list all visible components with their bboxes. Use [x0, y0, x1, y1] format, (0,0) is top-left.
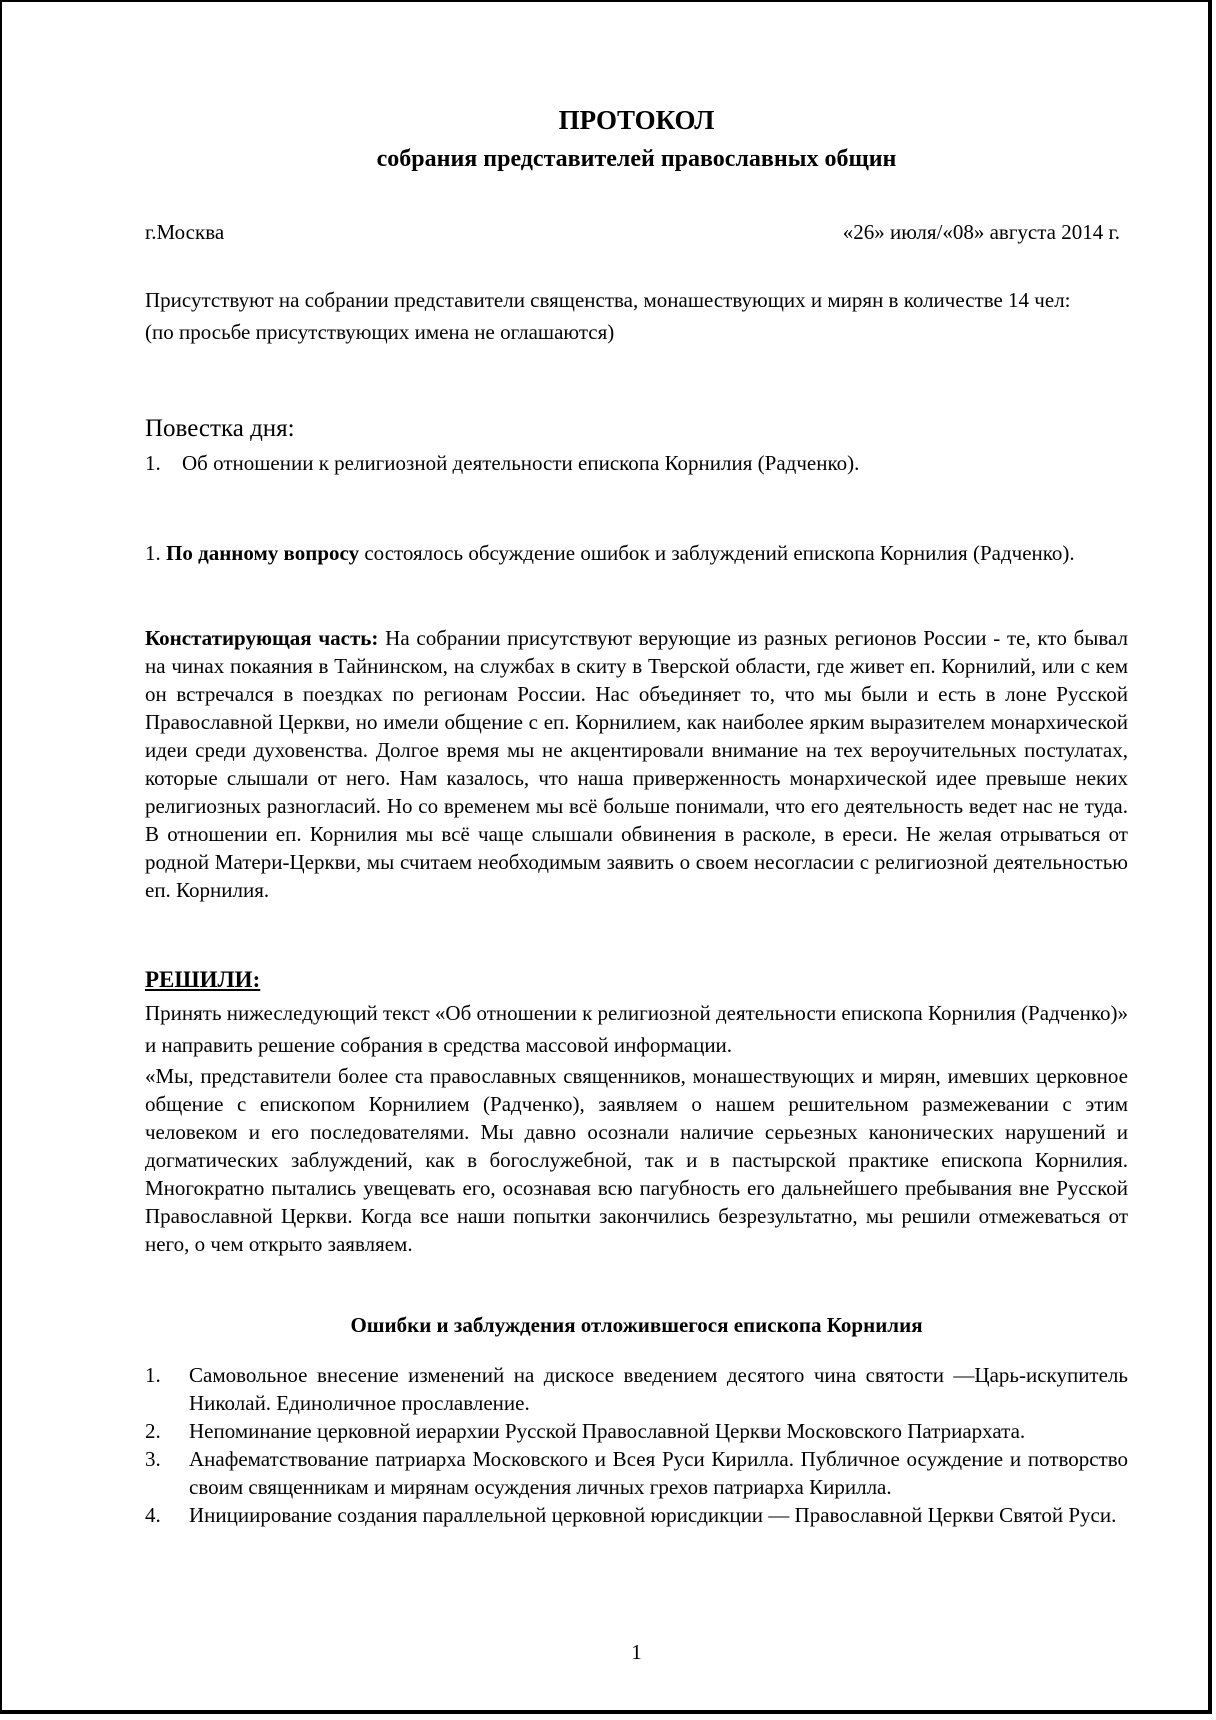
errors-heading: Ошибки и заблуждения отложившегося епископа Корнилия — [350, 1313, 923, 1337]
agenda-item-number: 1. — [145, 451, 161, 475]
attendance-note: (по просьбе присутствующих имена не оглашаются) — [145, 320, 615, 344]
discussion-number: 1. — [145, 541, 161, 565]
list-item-text: Самовольное внесение изменений на дискосе введением десятого чина святости —Царь-искупитель Николай. Единоличное прославление. — [189, 1363, 1128, 1415]
statement-paragraph — [145, 624, 1128, 904]
discussion-text: состоялось обсуждение ошибок и заблуждений епископа Корнилия (Радченко). — [359, 541, 1075, 565]
statement-bold: Констатирующая часть: — [145, 626, 379, 650]
agenda-item-text: Об отношении к религиозной деятельности епископа Корнилия (Радченко). — [182, 451, 860, 475]
decision-text: Принять нижеследующий текст «Об отношении к религиозной деятельности епископа Корнилия (Радченко)» и направить решение собрания в средства массовой информации. — [145, 1001, 1128, 1057]
statement-text: На собрании присутствуют верующие из разных регионов России - те, кто бывал на чинах покаяния в Тайнинском, на службах в скиту в Тверской области, где живет еп. Корнилий, или с кем он встречался в поездках по регионам России. Нас объединяет то, что мы были и есть в лоне Русской Православной Церкви, но имели общение с еп. Корнилием, как наиболее ярким выразителем монархической идеи среди духовенства. Долгое время мы не акцентировали внимание на тех вероучительных постулатах, которые слышали от него. Нам казалось, что наша приверженность монархической идее превыше неких религиозных разногласий. Но со временем мы всё больше понимали, что его деятельность ведет нас не туда. В отношении еп. Корнилия мы всё чаще слышали обвинения в расколе, в ереси. Не желая отрываться от родной Матери-Церкви, мы считаем необходимым заявить о своем несогласии с религиозной деятельностью еп. Корнилия. — [145, 626, 1128, 902]
list-item-number: 4. — [145, 1503, 161, 1527]
document-title: ПРОТОКОЛ — [558, 105, 715, 135]
discussion-paragraph — [145, 539, 1128, 567]
list-item — [145, 1501, 1128, 1529]
decision-heading: РЕШИЛИ: — [145, 967, 261, 992]
list-item-number: 2. — [145, 1419, 161, 1443]
attendance-line: Присутствуют на собрании представители священства, монашествующих и мирян в количестве 14 чел: — [145, 288, 1071, 312]
document-subtitle: собрания представителей православных общин — [376, 146, 897, 172]
list-item-text: Инициирование создания параллельной церковной юрисдикции — Православной Церкви Святой Руси. — [189, 1503, 1117, 1527]
attendance — [145, 284, 1128, 348]
list-item-text: Анафематствование патриарха Московского и Всея Руси Кирилла. Публичное осуждение и потворство своим священникам и мирянам осуждения личных грехов патриарха Кирилла. — [189, 1447, 1128, 1499]
list-item — [145, 1417, 1128, 1445]
list-item-number: 1. — [145, 1363, 161, 1387]
list-item-text: Непоминание церковной иерархии Русской Православной Церкви Московского Патриархата. — [189, 1419, 1026, 1443]
list-item — [145, 1361, 1128, 1417]
page-number: 1 — [631, 1640, 642, 1664]
errors-list — [145, 1361, 1128, 1529]
list-item — [145, 1445, 1128, 1501]
agenda-heading: Повестка дня: — [145, 415, 295, 442]
discussion-bold: По данному вопросу — [166, 541, 360, 565]
agenda-item — [145, 449, 859, 477]
city: г.Москва — [145, 220, 225, 244]
decision-quote: «Мы, представители более ста православных священников, монашествующих и мирян, имевших церковное общение с епископом Корнилием (Радченко), заявляем о нашем решительном размежевании с этим человеком и его последователями. Мы давно осознали наличие серьезных канонических нарушений и догматических заблуждений, как в богослужебной, так и в пастырской практике епископа Корнилия. Многократно пытались увещевать его, осознавая всю пагубность его дальнейшего пребывания вне Русской Православной Церкви. Когда все наши попытки закончились безрезультатно, мы решили отмежеваться от него, о чем открыто заявляем. — [145, 1064, 1128, 1256]
list-item-number: 3. — [145, 1447, 161, 1471]
date: «26» июля/«08» августа 2014 г. — [842, 220, 1120, 244]
